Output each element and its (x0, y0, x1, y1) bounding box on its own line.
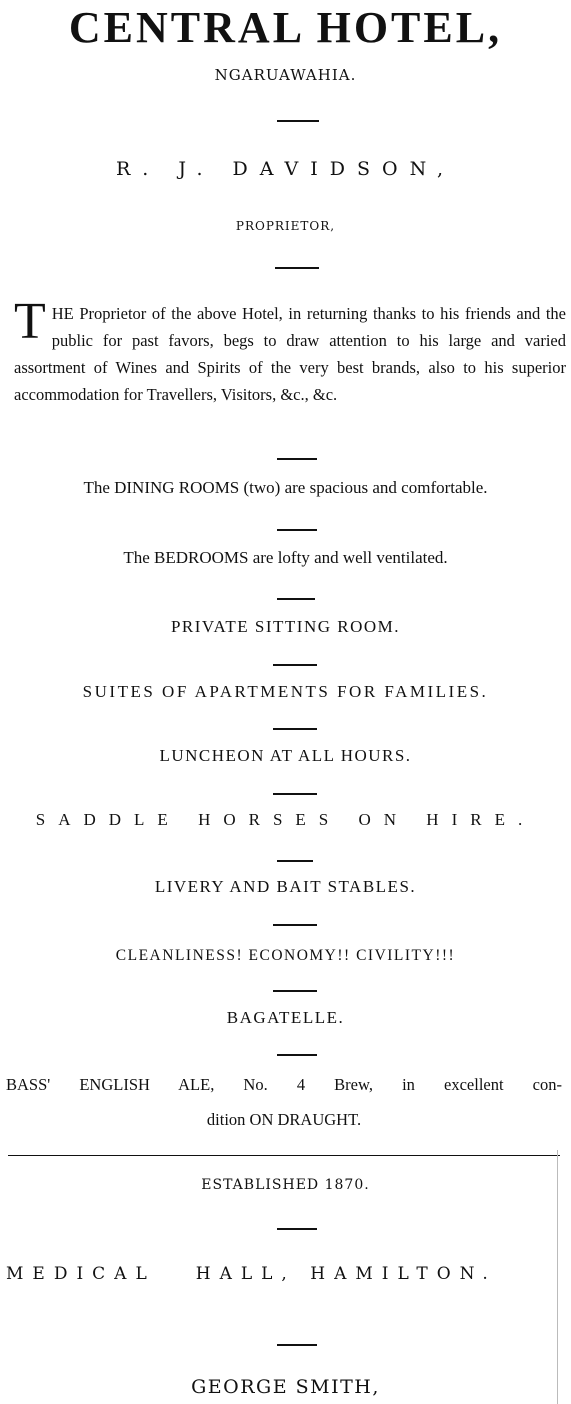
divider (275, 267, 319, 269)
medical-word: MEDICAL (6, 1264, 156, 1284)
medical-hall-line (6, 1264, 566, 1284)
divider (277, 1054, 317, 1056)
suites-line: SUITES OF APARTMENTS FOR FAMILIES. (82, 682, 489, 701)
divider (277, 1228, 317, 1230)
bedrooms-line: The BEDROOMS are lofty and well ventilated. (123, 548, 448, 567)
saddle-horses-line: SADDLE HORSES ON HIRE. (35, 810, 536, 829)
livery-line: LIVERY AND BAIT STABLES. (154, 877, 417, 896)
hall-hamilton-words: HALL, HAMILTON. (195, 1264, 497, 1284)
drop-cap: T (14, 293, 46, 350)
hotel-title: CENTRAL HOTEL, (68, 3, 503, 52)
divider (277, 598, 315, 600)
motto-line: CLEANLINESS! ECONOMY!! CIVILITY!!! (115, 947, 456, 964)
divider (273, 924, 317, 926)
bagatelle-line: BAGATELLE. (226, 1008, 345, 1027)
divider (273, 664, 317, 666)
proprietor-title: PROPRIETOR, (235, 219, 336, 233)
divider (277, 529, 317, 531)
dining-rooms-line: The DINING ROOMS (two) are spacious and comfortable. (83, 478, 488, 497)
ale-line-2: dition ON DRAUGHT. (206, 1110, 362, 1129)
intro-text: HE Proprietor of the above Hotel, in returning thanks to his friends and the public for past favors, begs to draw attention to his large and varied assortment of Wines and Spirits of the very best brands, also to his superior accommodation for Travellers, Visitors, &c., &c. (14, 304, 566, 404)
divider (273, 990, 317, 992)
intro-paragraph (14, 293, 566, 408)
section-separator (8, 1155, 560, 1156)
divider (273, 728, 317, 730)
sitting-room-line: PRIVATE SITTING ROOM. (170, 617, 401, 636)
hotel-town: NGARUAWAHIA. (214, 66, 357, 84)
divider (277, 120, 319, 122)
divider (277, 458, 317, 460)
george-smith-line: GEORGE SMITH, (191, 1376, 380, 1398)
ale-paragraph (6, 1067, 562, 1137)
divider (273, 793, 317, 795)
proprietor-name: R. J. DAVIDSON, (115, 158, 456, 180)
ale-line-1: BASS' ENGLISH ALE, No. 4 Brew, in excellent con- (6, 1075, 562, 1094)
luncheon-line: LUNCHEON AT ALL HOURS. (159, 746, 412, 765)
established-line: ESTABLISHED 1870. (201, 1177, 370, 1193)
divider (277, 860, 313, 862)
divider (277, 1344, 317, 1346)
